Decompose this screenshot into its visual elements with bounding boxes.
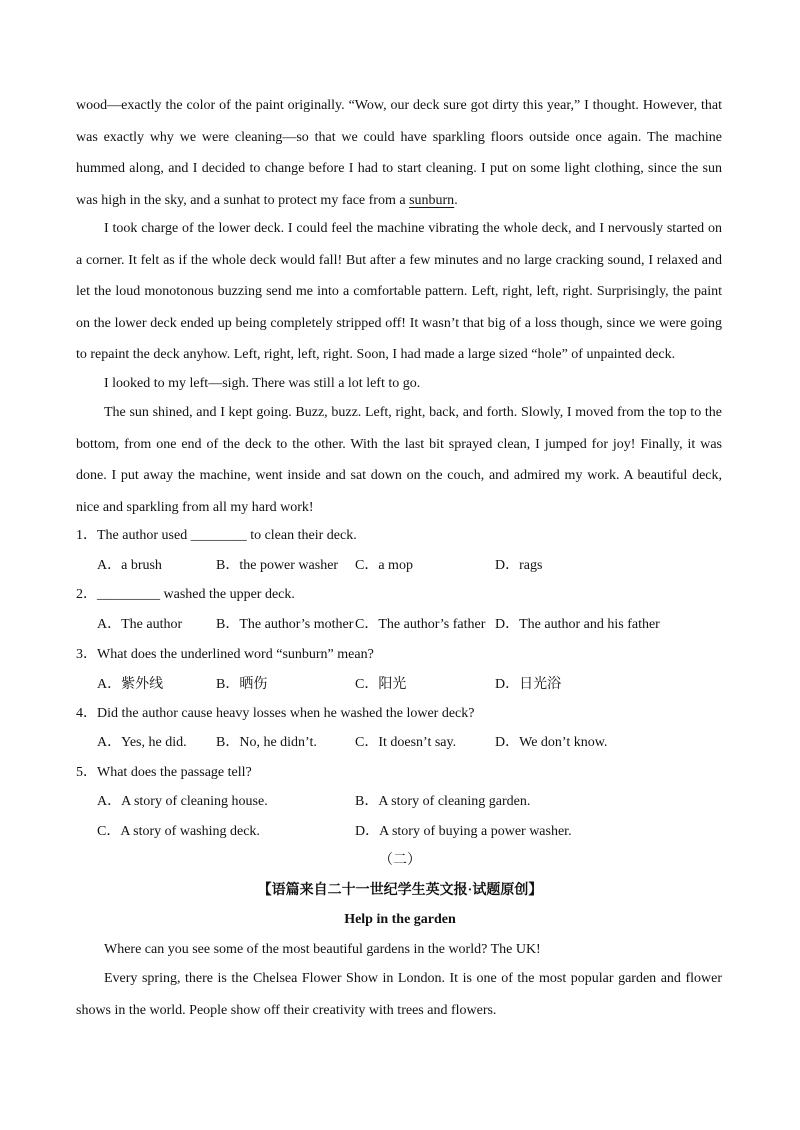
section-source: 【语篇来自二十一世纪学生英文报·试题原创】 [257, 883, 543, 898]
question-1-option-b: B．the power washer [216, 558, 339, 573]
question-3-option-a: A．紫外线 [97, 677, 164, 692]
question-4-option-a: A．Yes, he did. [97, 735, 187, 750]
passage-paragraph-2: I took charge of the lower deck. I could feel the machine vibrating the whole deck, and I nervously started on a corner. It felt as if the whole deck would fall! But after a few minutes and no large cracking sound, I relaxed and let the loud monotonous buzzing send me into a comfortable pattern. Left, right, left, right. Surprisingly, the paint on the lower deck ended up being completely stripped off! It wasn’t that big of a loss though, since we were going to repaint the deck anyhow. Left, right, left, right. Soon, I had made a large sized “hole” of unpainted deck. [76, 221, 722, 362]
question-3-option-b: B．晒伤 [216, 677, 268, 692]
paragraph-1-text: wood—exactly the color of the paint originally. “Wow, our deck sure got dirty this year,” I thought. However, that was exactly why we were cleaning—so that we could have sparkling floors outside once again. The machine hummed along, and I decided to change before I had to start cleaning. I put on some light clothing, since the sun was high in the sky, and a sunhat to protect my face from a [76, 98, 722, 208]
question-1-option-d: D．rags [495, 558, 543, 573]
question-3-option-c: C．阳光 [355, 677, 407, 692]
question-2-option-b: B．The author’s mother [216, 617, 354, 632]
question-4-option-d: D．We don’t know. [495, 735, 608, 750]
section-number: （二） [379, 853, 421, 868]
question-5-option-a: A．A story of cleaning house. [97, 794, 268, 809]
question-1-stem: 1．The author used ________ to clean their deck. [76, 528, 357, 543]
question-1-option-c: C．a mop [355, 558, 413, 573]
question-5-option-c: C．A story of washing deck. [97, 824, 260, 839]
question-2-stem: 2．_________ washed the upper deck. [76, 587, 295, 602]
question-5-option-d: D．A story of buying a power washer. [355, 824, 572, 839]
underlined-word-sunburn: sunburn [409, 192, 455, 208]
passage-paragraph-1 [76, 90, 722, 216]
question-2-option-d: D．The author and his father [495, 617, 660, 632]
question-4-option-b: B．No, he didn’t. [216, 735, 317, 750]
passage-2-paragraph-2: Every spring, there is the Chelsea Flower Show in London. It is one of the most popular garden and flower shows in the world. People show off their creativity with trees and flowers. [76, 971, 722, 1018]
question-2-option-c: C．The author’s father [355, 617, 486, 632]
question-5-stem: 5．What does the passage tell? [76, 765, 252, 780]
question-3-stem: 3．What does the underlined word “sunburn” mean? [76, 647, 374, 662]
question-5-option-b: B．A story of cleaning garden. [355, 794, 531, 809]
question-3-option-d: D．日光浴 [495, 677, 562, 692]
passage-2-paragraph-1: Where can you see some of the most beautiful gardens in the world? The UK! [104, 942, 541, 957]
question-4-option-c: C．It doesn’t say. [355, 735, 457, 750]
passage-title: Help in the garden [344, 912, 456, 927]
passage-paragraph-3: I looked to my left—sigh. There was still a lot left to go. [104, 376, 421, 391]
question-2-option-a: A．The author [97, 617, 183, 632]
paragraph-1-end: . [454, 192, 458, 208]
passage-paragraph-4: The sun shined, and I kept going. Buzz, buzz. Left, right, back, and forth. Slowly, I moved from the top to the bottom, from one end of the deck to the other. With the last bit sprayed clean, I jumped for joy! Finally, it was done. I put away the machine, went inside and sat down on the couch, and admired my work. A beautiful deck, nice and sparkling from all my hard work! [76, 405, 722, 515]
question-4-stem: 4．Did the author cause heavy losses when he washed the lower deck? [76, 706, 475, 721]
question-1-option-a: A．a brush [97, 558, 162, 573]
